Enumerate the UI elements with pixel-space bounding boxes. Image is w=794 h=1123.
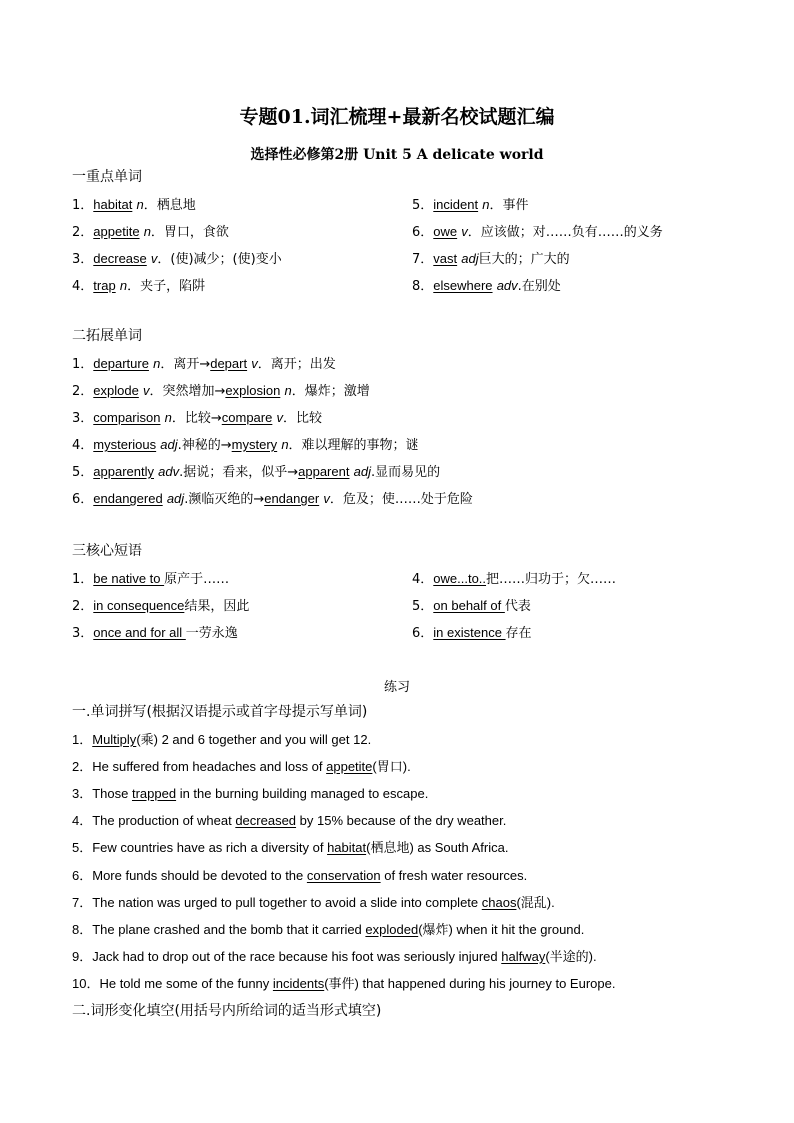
part-of-speech: adj [353,464,371,479]
part-of-speech: n [284,383,292,398]
key-word: incident [433,197,479,212]
key-word-item [412,250,570,269]
part-of-speech: v [251,356,258,371]
phrase: be native to [93,571,165,586]
word-meaning: .在别处 [517,279,561,294]
derived-word: explosion [225,383,281,398]
item-number: 1． [72,732,93,747]
key-word: elsewhere [433,278,493,293]
sentence-text: of fresh water resources. [380,867,528,883]
word-meaning: ．难以理解的事物；谜 [288,438,419,453]
item-number: 4． [72,813,93,829]
sentence-text: More funds should be devoted to the [92,867,307,883]
item-number: 3． [72,411,94,426]
item-number: 2． [72,599,94,614]
item-number: 2． [72,759,93,775]
item-number: 4． [72,438,94,453]
key-word-item [412,277,561,296]
phrase: on behalf of [433,598,505,613]
phrase-meaning: 一劳永逸 [185,626,238,641]
derived-word: endanger [264,491,320,506]
phrase-meaning: 结果，因此 [184,599,250,614]
item-number: 5． [412,599,434,614]
word-meaning: .显而易见的 [370,465,441,480]
answer: halfway [501,948,546,964]
phrase-item [412,570,616,589]
answer: conservation [306,867,381,883]
key-word-item [412,223,663,242]
sentence-text: The nation was urged to pull together to avoid a slide into complete [92,894,482,910]
item-number: 4． [72,279,94,294]
section-heading-core-phrases: 三核心短语 [72,543,142,559]
page-subtitle: 选择性必修第2册 Unit 5 A delicate world [250,147,544,163]
word-meaning: ．夹子，陷阱 [127,279,206,294]
section-heading-key-words: 一重点单词 [72,169,142,185]
word-meaning: ．比较→ [171,411,222,426]
exercise-sentence [72,948,597,966]
answer: exploded [365,921,419,937]
phrase-meaning: 代表 [504,599,531,614]
item-number: 7． [412,252,434,267]
item-number: 1． [72,198,94,213]
page-title: 专题01.词汇梳理+最新名校试题汇编 [239,106,555,128]
source-word: departure [93,356,149,371]
item-number: 5． [412,198,434,213]
key-word-item [412,196,528,215]
source-word: mysterious [93,437,157,452]
phrase-item [412,624,532,643]
item-number: 6． [72,867,93,883]
phrase-item [72,570,229,589]
part-of-speech: v [150,251,158,266]
extended-word-item [72,463,440,482]
derived-word: depart [210,356,248,371]
derived-word: apparent [298,464,350,479]
key-word: owe [433,224,458,239]
phrase: in consequence [93,598,185,613]
word-meaning: ．突然增加→ [149,384,226,399]
sentence-text: Jack had to drop out of the race because his foot was seriously injured [92,948,502,964]
part-of-speech: adj [166,491,185,506]
phrase: once and for all [93,625,186,640]
key-word-item [72,250,282,269]
sentence-text: He suffered from headaches and loss of [92,759,327,775]
source-word: apparently [93,464,154,479]
derived-word: compare [221,410,273,425]
part-of-speech: n [482,197,490,212]
word-meaning: ．危及；使……处于危险 [329,492,473,507]
key-word: decrease [93,251,147,266]
sentence-text: The plane crashed and the bomb that it carried [92,921,366,937]
sentence-text: (爆炸) when it hit the ground. [418,921,585,937]
phrase-item [412,597,531,616]
word-meaning: .神秘的→ [177,438,232,453]
phrase-item [72,624,238,643]
exercise-heading-spelling: 一.单词拼写(根据汉语提示或首字母提示写单词) [72,704,368,720]
key-word-item [72,223,229,242]
item-number: 8． [412,279,434,294]
extended-word-item [72,409,322,428]
word-meaning: .濒临灭绝的→ [184,492,265,507]
sentence-text: (乘) 2 and 6 together and you will get 12. [136,732,372,747]
item-number: 5． [72,465,94,480]
part-of-speech: n [281,437,289,452]
key-word: trap [93,278,116,293]
word-meaning: ．(使)减少；(使)变小 [157,252,282,267]
word-meaning: ．离开；出发 [257,357,336,372]
key-word: vast [433,251,458,266]
item-number: 1． [72,572,94,587]
exercise-sentence [72,785,428,803]
source-word: comparison [93,410,161,425]
key-word-item [72,196,196,215]
source-word: explode [93,383,139,398]
answer: incidents [272,975,325,991]
part-of-speech: adj [160,437,178,452]
item-number: 9． [72,948,93,964]
exercise-sentence [72,812,506,830]
item-number: 2． [72,384,94,399]
item-number: 7． [72,894,93,910]
phrase: owe...to.. [433,571,487,586]
item-number: 1． [72,357,94,372]
answer: chaos [481,894,517,910]
item-number: 6． [412,626,434,641]
exercise-sentence [72,758,411,776]
extended-word-item [72,490,473,509]
part-of-speech: n [153,356,161,371]
key-word-item [72,277,205,296]
item-number: 8． [72,921,93,937]
sentence-text: (事件) that happened during his journey to Europe. [324,975,616,991]
sentence-text: (栖息地) as South Africa. [366,840,509,856]
word-meaning: ．事件 [489,198,529,213]
part-of-speech: n [119,278,128,293]
exercise-heading-word-forms: 二.词形变化填空(用括号内所给词的适当形式填空) [72,1003,382,1019]
source-word: endangered [93,491,163,506]
item-number: 3． [72,786,93,802]
phrase-meaning: 存在 [505,626,532,641]
part-of-speech: v [142,383,150,398]
sentence-text: (半途的). [545,948,597,964]
word-meaning: ．栖息地 [143,198,196,213]
phrase: in existence [433,625,506,640]
answer: habitat [327,840,367,856]
phrase-item [72,597,249,616]
extended-word-item [72,355,336,374]
phrase-meaning: 把……归功于；欠…… [486,572,617,587]
answer: appetite [326,759,373,775]
part-of-speech: adv [158,464,180,479]
exercise-sentence [72,839,508,857]
exercise-sentence [72,921,584,939]
sentence-text: The production of wheat [92,813,236,829]
sentence-text: in the burning building managed to escape. [176,786,429,802]
sentence-text: (胃口). [372,759,411,775]
item-number: 3． [72,626,94,641]
word-meaning: ．比较 [282,411,322,426]
part-of-speech: n [143,224,151,239]
key-word: habitat [93,197,133,212]
part-of-speech: v [323,491,330,506]
word-meaning: ．胃口，食欲 [150,225,229,240]
practice-title: 练习 [383,680,410,695]
exercise-sentence [72,975,615,993]
exercise-sentence [72,894,555,912]
item-number: 6． [72,492,94,507]
word-meaning: ．应该做；对……负有……的义务 [467,225,663,240]
extended-word-item [72,436,419,455]
answer: Multiply [92,732,137,747]
sentence-text: Few countries have as rich a diversity of [92,840,328,856]
part-of-speech: n [164,410,172,425]
part-of-speech: n [136,197,144,212]
word-meaning: ．离开→ [160,357,211,372]
item-number: 3． [72,252,94,267]
exercise-sentence [72,867,527,885]
section-heading-extended-words: 二拓展单词 [72,328,142,344]
phrase-meaning: 原产于…… [164,572,230,587]
sentence-text: Those [92,786,132,802]
item-number: 6． [412,225,434,240]
word-meaning: .据说；看来，似乎→ [179,465,299,480]
answer: trapped [131,786,177,802]
word-meaning: 巨大的；广大的 [478,252,570,267]
exercise-sentence [72,731,371,749]
item-number: 5． [72,840,93,856]
extended-word-item [72,382,370,401]
sentence-text: (混乱). [516,894,555,910]
part-of-speech: v [461,224,468,239]
item-number: 4． [412,572,434,587]
key-word: appetite [93,224,140,239]
answer: decreased [235,813,297,829]
item-number: 2． [72,225,94,240]
part-of-speech: adv [496,278,518,293]
part-of-speech: v [276,410,283,425]
word-meaning: ．爆炸；激增 [291,384,370,399]
sentence-text: He told me some of the funny [99,975,273,991]
item-number: 10． [72,975,100,991]
sentence-text: by 15% because of the dry weather. [296,813,507,829]
part-of-speech: adj [461,251,479,266]
derived-word: mystery [231,437,278,452]
